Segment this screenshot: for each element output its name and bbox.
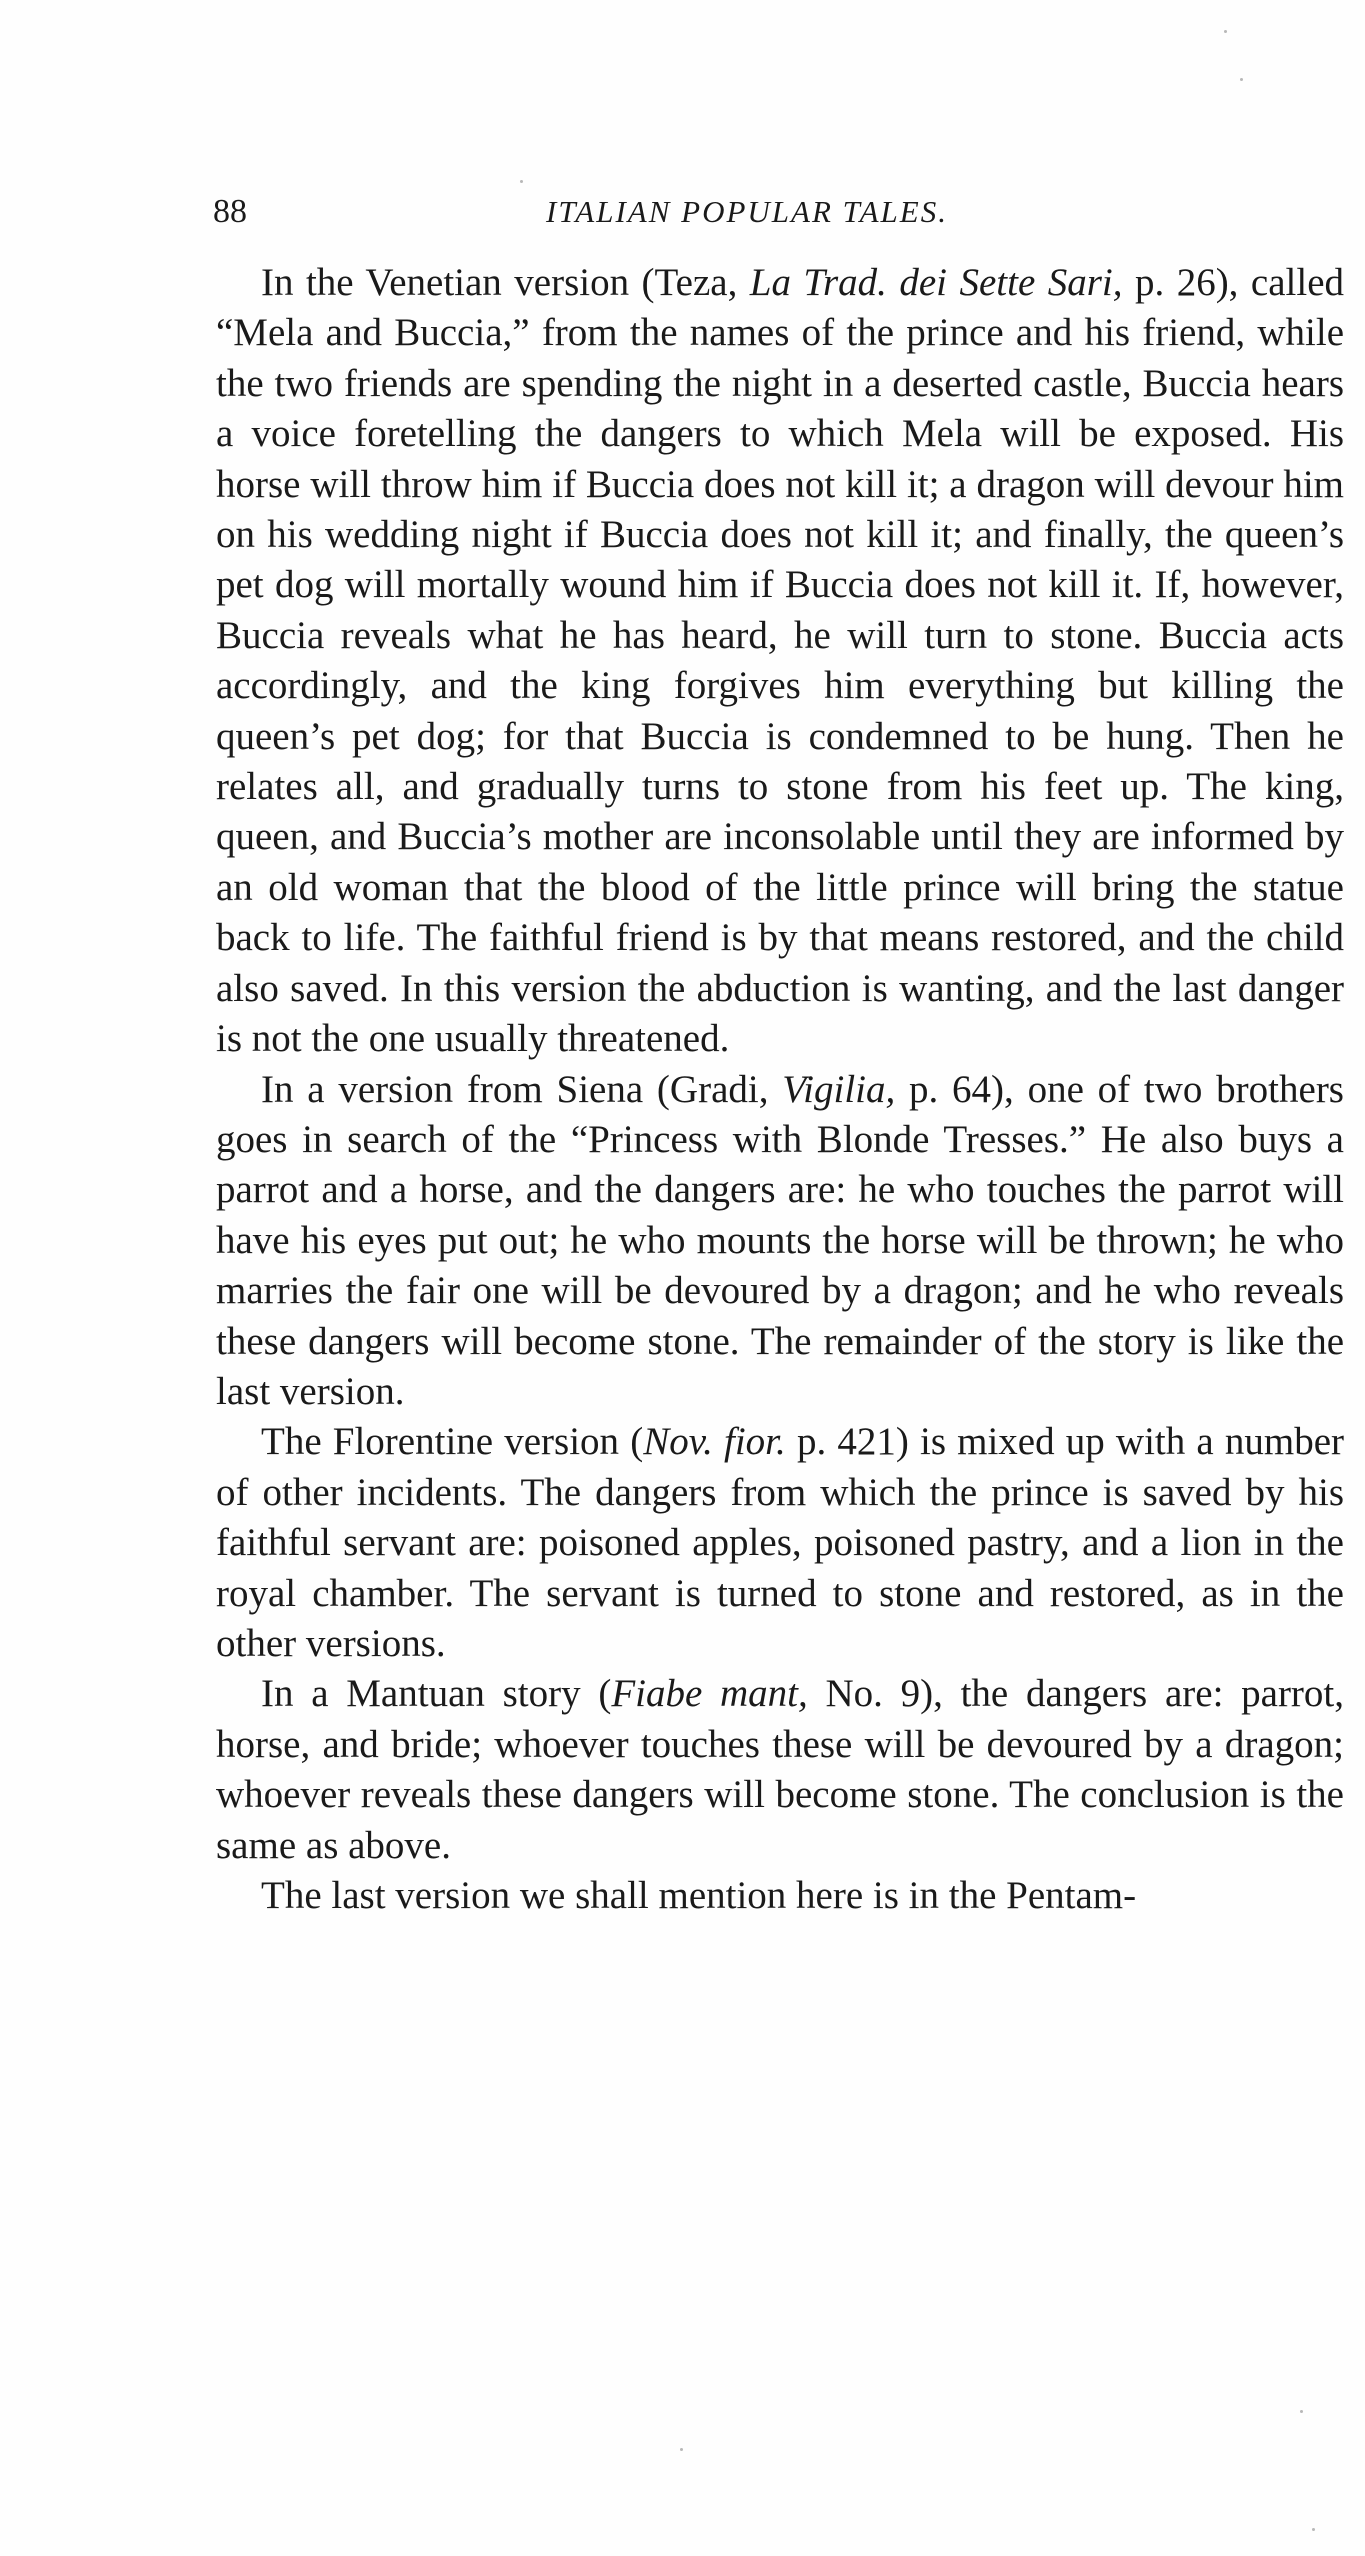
paragraph-florentine-version: [216, 1417, 1344, 1669]
paper-speck: [1240, 78, 1243, 81]
paragraph-text: The last version we shall mention here is in the Pentam-: [261, 1874, 1137, 1917]
paragraph-mantuan-story: [216, 1669, 1344, 1871]
paper-speck: [520, 180, 523, 183]
paper-speck: [1312, 2528, 1315, 2531]
paper-speck: [1224, 30, 1227, 33]
paper-speck: [1300, 2410, 1303, 2413]
paper-speck: [680, 2448, 683, 2451]
italic-citation: Nov. fior.: [643, 1420, 786, 1464]
paragraph-text: In a Mantuan story (: [261, 1672, 612, 1716]
paragraph-text: p. 421) is mixed up with a number of other incidents. The dangers from which the prince is saved by his faithful servant are: poisoned apples, poisoned pastry, and a lion in the royal chamber. The servant is turned to stone and restored, as in the other versions.: [216, 1420, 1344, 1665]
paragraph-text: No. 9), the dangers are: parrot, horse, and bride; whoever touches these will be devoured by a dragon; whoever reveals these dangers will become stone. The conclusion is the same as above.: [216, 1672, 1344, 1867]
paragraph-text: In the Venetian version (Teza,: [261, 261, 750, 304]
paragraph-siena-version: [216, 1065, 1344, 1418]
paragraph-last-version: [216, 1871, 1344, 1921]
paragraph-text: In a version from Siena (Gradi,: [261, 1067, 783, 1111]
page-number: 88: [213, 193, 247, 230]
paragraph-venetian-version: [216, 258, 1344, 1065]
italic-citation: Fiabe mant,: [611, 1672, 808, 1716]
page-header: [213, 184, 1341, 240]
italic-citation: Vigilia,: [782, 1067, 896, 1111]
paragraph-text: p. 26), called “Mela and Buccia,” from the names of the prince and his friend, while the two friends are spending the night in a deserted castle, Buccia hears a voice foretelling the dangers to which Mela will be exposed. His horse will throw him if Buccia does not kill it; a dragon will devour him on his wedding night if Buccia does not kill it; and finally, the queen’s pet dog will mortally wound him if Buccia does not kill it. If, however, Buccia reveals what he has heard, he will turn to stone. Buccia acts accordingly, and the king forgives him everything but killing the queen’s pet dog; for that Buccia is condemned to be hung. Then he relates all, and gradually turns to stone from his feet up. The king, queen, and Buccia’s mother are inconsolable until they are informed by an old woman that the blood of the little prince will bring the statue back to life. The faithful friend is by that means restored, and the child also saved. In this version the abduction is wanting, and the last danger is not the one usually threatened.: [216, 261, 1345, 1061]
paragraph-text: p. 64), one of two brothers goes in search of the “Princess with Blonde Tresses.” He also buys a parrot and a horse, and the dangers are: he who touches the parrot will have his eyes put out; he who mounts the horse will be thrown; he who marries the fair one will be devoured by a dragon; and he who reveals these dangers will become stone. The remainder of the story is like the last version.: [216, 1067, 1344, 1413]
paragraph-text: The Florentine version (: [261, 1420, 644, 1464]
body-text: [216, 258, 1344, 1921]
italic-citation: La Trad. dei Sette Sari,: [749, 261, 1123, 304]
running-head: ITALIAN POPULAR TALES.: [546, 194, 948, 229]
